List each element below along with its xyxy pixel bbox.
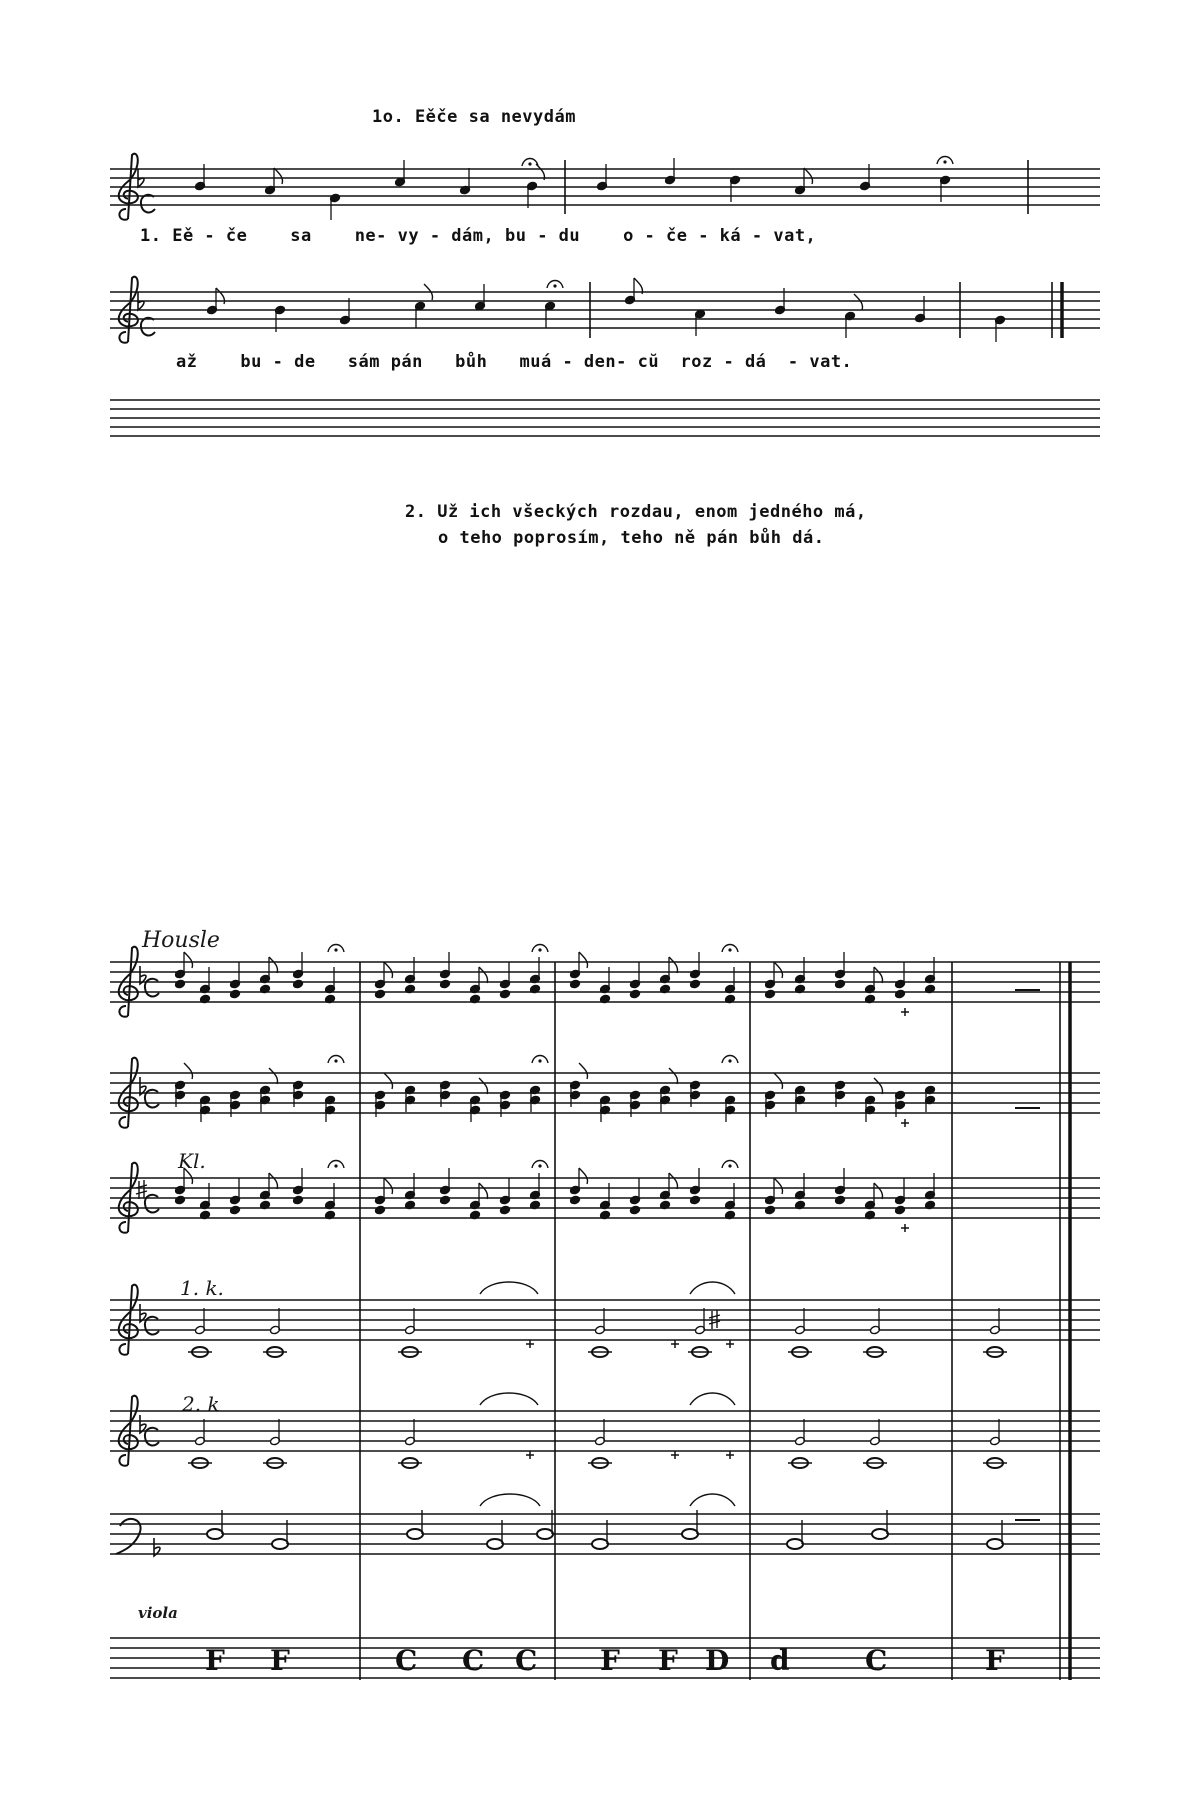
violin-label: Housle [142, 928, 220, 953]
note-head [895, 989, 906, 999]
plus-mark-icon [726, 1340, 734, 1348]
verse-2-line-1: 2. Už ich všeckých rozdau, enom jedného má, [405, 502, 867, 522]
note-head [440, 1195, 451, 1205]
plus-mark-icon [901, 1224, 909, 1232]
note-flag [874, 1078, 883, 1094]
note-head [230, 989, 241, 999]
lyrics-line-1: 1. Eě - če sa ne- vy - dám, bu - du o - če - ká - vat, [140, 226, 817, 246]
note-head [230, 1205, 241, 1215]
clarinet-label: Kl. [178, 1149, 206, 1173]
note-flag [579, 1168, 588, 1184]
note-flag [669, 1173, 678, 1189]
half-note [592, 1539, 608, 1549]
bass-chord-letter: F [270, 1644, 290, 1677]
note-head [500, 989, 511, 999]
note-flag [184, 952, 193, 968]
verse-2-line-2: o teho poprosím, teho ně pán bůh dá. [438, 528, 825, 548]
bass-chord-letter: D [705, 1644, 730, 1677]
common-time-icon [141, 195, 155, 213]
fermata-dot [728, 948, 731, 951]
note-flag [479, 1183, 488, 1199]
half-note [987, 1539, 1003, 1549]
note-flag [669, 957, 678, 973]
horn-2-label: 2. k [182, 1392, 220, 1416]
fermata-dot [728, 1164, 731, 1167]
tie-icon [690, 1282, 735, 1294]
note-flag [479, 1078, 488, 1094]
plus-mark-icon [901, 1119, 909, 1127]
note-flag [184, 1063, 193, 1079]
note-flag [774, 962, 783, 978]
note-flag [874, 1183, 883, 1199]
note-head [630, 989, 641, 999]
fermata-dot [334, 1164, 337, 1167]
note-head [293, 979, 304, 989]
fermata-dot [334, 948, 337, 951]
note-flag [269, 957, 278, 973]
bass-chord-letter: d [770, 1644, 790, 1677]
half-note [487, 1539, 503, 1549]
note-flag [384, 1178, 393, 1194]
note-flag [774, 1178, 783, 1194]
note-flag [384, 1073, 393, 1089]
plus-mark-icon [526, 1340, 534, 1348]
note-flag [269, 1173, 278, 1189]
half-note [537, 1529, 553, 1539]
note-flag [384, 962, 393, 978]
tie-icon [480, 1393, 538, 1405]
note-flag [479, 967, 488, 983]
fermata-dot [728, 1059, 731, 1062]
bass-chord-letter: F [600, 1644, 620, 1677]
note-flag [804, 168, 813, 184]
fermata-dot [538, 948, 541, 951]
tie-icon [690, 1494, 735, 1506]
note-flag [269, 1068, 278, 1084]
note-head [375, 989, 386, 999]
tie-icon [480, 1282, 538, 1294]
note-head [375, 1205, 386, 1215]
bass-label: viola [138, 1604, 178, 1622]
fermata-dot [528, 162, 531, 165]
note-head [440, 979, 451, 989]
fermata-dot [334, 1059, 337, 1062]
bass-chord-letter: C [462, 1644, 485, 1677]
note-flag [579, 952, 588, 968]
lyrics-line-2: až bu - de sám pán bůh muá - den- cŭ roz - dá - vat. [176, 352, 853, 372]
note-flag [774, 1073, 783, 1089]
plus-mark-icon [671, 1451, 679, 1459]
sharp-icon [136, 1180, 147, 1199]
note-head [765, 1205, 776, 1215]
bass-chord-letter: F [985, 1644, 1005, 1677]
bass-chord-letter: F [205, 1644, 225, 1677]
note-head [175, 1195, 186, 1205]
note-head [630, 1205, 641, 1215]
note-flag [184, 1168, 193, 1184]
note-head [690, 979, 701, 989]
note-head [765, 989, 776, 999]
plus-mark-icon [526, 1451, 534, 1459]
half-note [407, 1529, 423, 1539]
fermata-dot [538, 1059, 541, 1062]
note-head [895, 1205, 906, 1215]
note-head [570, 1195, 581, 1205]
horn-1-label: 1. k. [180, 1276, 224, 1300]
fermata-dot [943, 160, 946, 163]
note-head [293, 1195, 304, 1205]
note-head [175, 979, 186, 989]
note-flag [579, 1063, 588, 1079]
common-time-icon [141, 318, 155, 336]
note-head [835, 979, 846, 989]
note-head [500, 1205, 511, 1215]
note-flag [274, 168, 283, 184]
tie-icon [480, 1494, 540, 1506]
tie-icon [690, 1393, 735, 1405]
half-note [682, 1529, 698, 1539]
bass-chord-letter: C [395, 1644, 418, 1677]
half-note [872, 1529, 888, 1539]
bass-chord-letter: F [658, 1644, 678, 1677]
half-note [787, 1539, 803, 1549]
bass-chord-letter: C [515, 1644, 538, 1677]
note-head [690, 1195, 701, 1205]
half-note [272, 1539, 288, 1549]
note-flag [669, 1068, 678, 1084]
fermata-dot [538, 1164, 541, 1167]
bass-chord-letter: C [865, 1644, 888, 1677]
note-head [835, 1195, 846, 1205]
note-flag [854, 294, 863, 310]
plus-mark-icon [901, 1008, 909, 1016]
fermata-dot [553, 284, 556, 287]
note-flag [874, 967, 883, 983]
plus-mark-icon [671, 1340, 679, 1348]
half-note [207, 1529, 223, 1539]
song-title: 1o. Eěče sa nevydám [372, 107, 576, 127]
note-head [570, 979, 581, 989]
plus-mark-icon [726, 1451, 734, 1459]
